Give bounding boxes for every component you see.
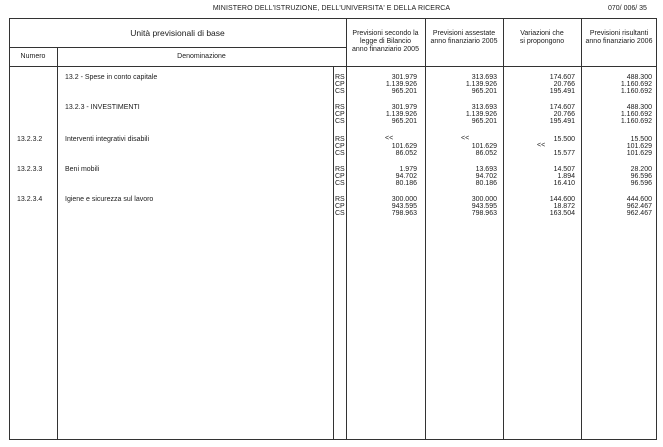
row2-type-cp: CP (335, 111, 345, 118)
row4-col2-cp: 94.702 (475, 173, 497, 180)
row4-col2-cs: 80.186 (475, 180, 497, 187)
col3-header-line2: si propongono (519, 38, 565, 45)
row3-type-rs: RS (335, 136, 345, 143)
row3-type-cs: CS (335, 150, 345, 157)
col2-header-line2: anno finanziario 2005 (430, 38, 498, 45)
row3-col2-cp: 101.629 (471, 143, 497, 150)
row5-col1-cs: 798.963 (391, 210, 417, 217)
row4-col3-rs: 14.507 (553, 166, 575, 173)
denominazione-header: Denominazione (177, 53, 226, 60)
col-divider-type (333, 66, 334, 440)
row3-col1-cs: 86.052 (395, 150, 417, 157)
row2-col3-rs: 174.607 (549, 104, 575, 111)
row1-type-rs: RS (335, 74, 345, 81)
row1-denominazione: 13.2 - Spese in conto capitale (65, 74, 158, 81)
row5-col3-rs: 144.600 (549, 196, 575, 203)
row4-col2-rs: 13.693 (475, 166, 497, 173)
row5-col2-cp: 943.595 (471, 203, 497, 210)
col4-header-line2: anno finanziario 2006 (585, 38, 653, 45)
row5-col3-cp: 18.872 (553, 203, 575, 210)
col1-header-line1: Previsioni secondo la (352, 30, 419, 37)
row5-col1-rs: 300.000 (391, 196, 417, 203)
row2-type-rs: RS (335, 104, 345, 111)
col1-header-line3: anno finanziario 2005 (352, 46, 419, 53)
row5-col3-cs: 163.504 (549, 210, 575, 217)
row1-col4-cp: 1.160.692 (620, 81, 652, 88)
row1-col4-rs: 488.300 (626, 74, 652, 81)
col4-header-line1: Previsioni risultanti (589, 30, 649, 37)
col4-header (581, 30, 657, 46)
row5-col2-rs: 300.000 (471, 196, 497, 203)
row5-type-cs: CS (335, 210, 345, 217)
row3-denominazione: Interventi integrativi disabili (65, 136, 150, 143)
row5-col1-cp: 943.595 (391, 203, 417, 210)
row3-col4-cp: 101.629 (626, 143, 652, 150)
row2-col3-cs: 195.491 (549, 118, 575, 125)
row1-col3-cp: 20.766 (553, 81, 575, 88)
row2-denominazione: 13.2.3 - INVESTIMENTI (65, 104, 140, 111)
row3-col4-rs: 15.500 (630, 136, 652, 143)
row4-type-cs: CS (335, 180, 345, 187)
row2-col1-cp: 1.139.926 (385, 111, 417, 118)
row4-col3-cs: 16.410 (553, 180, 575, 187)
row3-col1-cp: 101.629 (391, 143, 417, 150)
col2-header (425, 30, 503, 46)
row2-col2-rs: 313.693 (471, 104, 497, 111)
row1-type-cp: CP (335, 81, 345, 88)
row3-numero: 13.2.3.2 (17, 136, 43, 143)
row2-type-cs: CS (335, 118, 345, 125)
row3-col2-rs: << (461, 135, 470, 142)
row2-col4-rs: 488.300 (626, 104, 652, 111)
row2-col2-cp: 1.139.926 (465, 111, 497, 118)
row1-col1-cs: 965.201 (391, 88, 417, 95)
row1-col1-rs: 301.979 (391, 74, 417, 81)
row2-col1-rs: 301.979 (391, 104, 417, 111)
row4-col4-cp: 96.596 (630, 173, 652, 180)
row5-type-rs: RS (335, 196, 345, 203)
row1-type-cs: CS (335, 88, 345, 95)
row2-col2-cs: 965.201 (471, 118, 497, 125)
row4-col1-cp: 94.702 (395, 173, 417, 180)
row3-col3-cp: << (537, 142, 546, 149)
row5-col4-cs: 962.467 (626, 210, 652, 217)
header-divider-left (9, 47, 346, 48)
row4-col1-cs: 80.186 (395, 180, 417, 187)
col-divider-numero (57, 47, 58, 440)
row1-col3-cs: 195.491 (549, 88, 575, 95)
row1-col1-cp: 1.139.926 (385, 81, 417, 88)
row3-col1-rs: << (385, 135, 394, 142)
row1-col2-cs: 965.201 (471, 88, 497, 95)
row4-denominazione: Beni mobili (65, 166, 100, 173)
row4-col3-cp: 1.894 (557, 173, 575, 180)
col3-header-line1: Variazioni che (520, 30, 564, 37)
row3-type-cp: CP (335, 143, 345, 150)
row3-col2-cs: 86.052 (475, 150, 497, 157)
row5-col4-cp: 962.467 (626, 203, 652, 210)
row2-col3-cp: 20.766 (553, 111, 575, 118)
unit-title: Unità previsionali di base (130, 28, 225, 38)
row4-col4-cs: 96.596 (630, 180, 652, 187)
row4-type-rs: RS (335, 166, 345, 173)
col2-header-line1: Previsioni assestate (432, 30, 496, 37)
row4-col4-rs: 28.200 (630, 166, 652, 173)
row5-col2-cs: 798.963 (471, 210, 497, 217)
row4-numero: 13.2.3.3 (17, 166, 43, 173)
row4-col1-rs: 1.979 (399, 166, 417, 173)
row1-col3-rs: 174.607 (549, 74, 575, 81)
row3-col3-cs: 15.577 (553, 150, 575, 157)
row5-type-cp: CP (335, 203, 345, 210)
row2-col4-cs: 1.160.692 (620, 118, 652, 125)
row5-denominazione: Igiene e sicurezza sul lavoro (65, 196, 154, 203)
row1-col2-cp: 1.139.926 (465, 81, 497, 88)
row3-col3-rs: 15.500 (553, 136, 575, 143)
row5-col4-rs: 444.600 (626, 196, 652, 203)
col3-header (503, 30, 581, 46)
row1-col4-cs: 1.160.692 (620, 88, 652, 95)
numero-header: Numero (20, 53, 46, 60)
col1-header-line2: legge di Bilancio (360, 38, 411, 45)
row1-col2-rs: 313.693 (471, 74, 497, 81)
row5-numero: 13.2.3.4 (17, 196, 43, 203)
row4-type-cp: CP (335, 173, 345, 180)
row2-col1-cs: 965.201 (391, 118, 417, 125)
col1-header (346, 30, 425, 54)
row2-col4-cp: 1.160.692 (620, 111, 652, 118)
ministry-title: MINISTERO DELL'ISTRUZIONE, DELL'UNIVERSITA' E DELLA RICERCA (212, 5, 451, 12)
page-code: 070/ 006/ 35 (608, 5, 647, 12)
row3-col4-cs: 101.629 (626, 150, 652, 157)
